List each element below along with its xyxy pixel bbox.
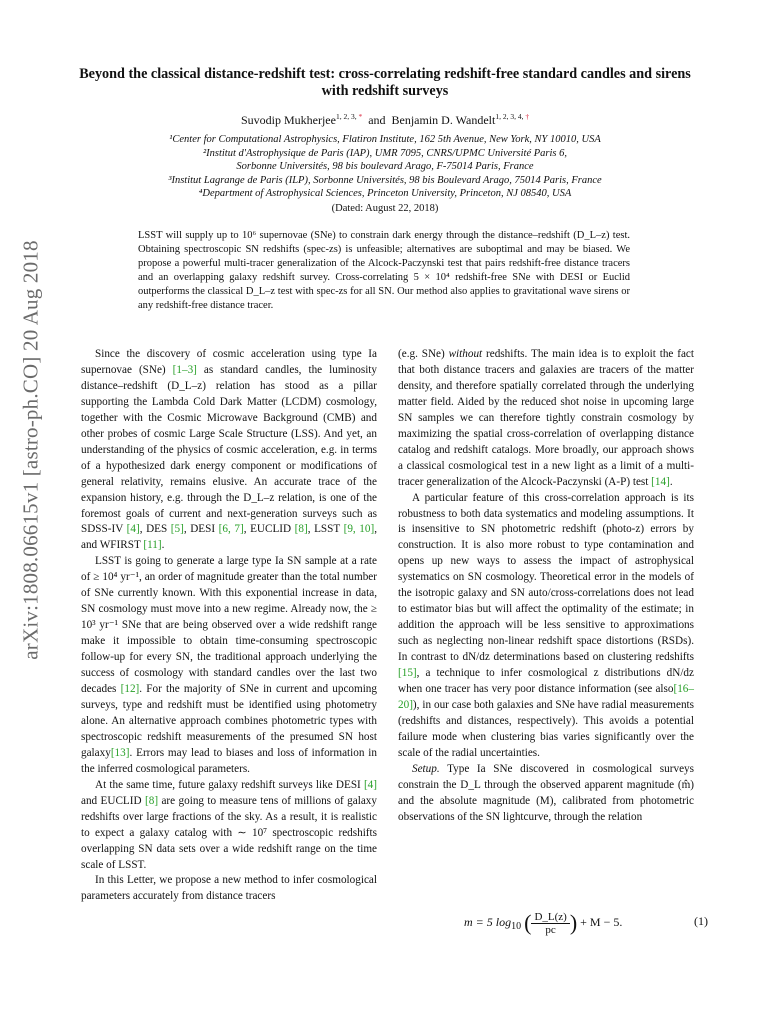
author-line [70, 112, 700, 128]
left-column [81, 347, 377, 905]
equation-1 [398, 900, 708, 946]
citation-link[interactable]: [12] [120, 683, 140, 696]
author-affiliation-marks: 1, 2, 3, [335, 112, 359, 121]
fraction-denominator: pc [545, 923, 556, 936]
citation-link[interactable]: [6, 7] [218, 523, 244, 536]
body-paragraph: A particular feature of this cross-correlation approach is its robustness to both data systematics and modeling assumptions. It is insensitive to SN photometric redshift (photo-z) errors by construction. It is also more robust to type contamination and opens up new ways to assess the impact of astrophysical systematics on SN cosmology. Theoretical error in the models of the isotropic galaxy and SN auto/cross-correlations does not lead to estimator bias but will affect the optimality of the estimate; in addition the approach will be less sensitive to approximations such as neglecting non-linear redshift space distortions (RSDs). In contrast to dN/dz determinations based on clustering redshifts [15], a technique to infer cosmological z distributions dN/dz when one tracer has very poor distance information (see also[16–20]), in our case both galaxies and SNe have radial measurements (redshifts and distances, respectively). This avoids a potential failure mode when clustering bias varies significantly over the scale of the radial uncertainties. [398, 491, 694, 759]
citation-link[interactable]: [11] [143, 539, 162, 552]
fraction-numerator: D_L(z) [531, 911, 569, 924]
citation-link[interactable]: [15] [398, 667, 417, 680]
arxiv-sidebar [6, 240, 56, 660]
citation-link[interactable]: [8] [294, 523, 308, 536]
citation-link[interactable]: [4] [126, 523, 140, 536]
affiliation-line: Sorbonne Universités, 98 bis boulevard Arago, F-75014 Paris, France [236, 161, 534, 172]
citation-link[interactable]: [4] [363, 778, 377, 791]
affiliation-line: ⁴Department of Astrophysical Sciences, Princeton University, Princeton, NJ 08540, USA [198, 188, 572, 199]
affiliation-line: ³Institut Lagrange de Paris (ILP), Sorbonne Universités, 98 bis Boulevard Arago, 75014 Paris, France [168, 174, 602, 186]
citation-link[interactable]: [1–3] [172, 363, 197, 376]
author-conjunction: and [368, 113, 386, 127]
citation-link[interactable]: [13] [110, 746, 130, 759]
citation-link[interactable]: [9, 10] [343, 523, 375, 536]
equation-log-base: 10 [511, 921, 522, 933]
citation-link[interactable]: [5] [170, 523, 184, 536]
paper-header [70, 66, 700, 214]
equation-lhs: m = 5 log [464, 914, 512, 929]
body-paragraph: Since the discovery of cosmic acceleration using type Ia supernovae (SNe) [1–3] as standard candles, the luminosity distance–redshift (D_L–z) relation has stood as a pillar supporting the Lambda Cold Dark Matter (LCDM) cosmology, together with the Cosmic Microwave Background (CMB) and other probes of cosmic Large Scale Structure (LSS). And yet, an understanding of the physics of cosmic acceleration, e.g. in terms of a hypothesized dark energy component or modifications of general relativity, remains elusive. An accurate trace of the expansion history, e.g. through the D_L–z relation, is one of the foremost goals of current and next-generation surveys such as SDSS-IV [4], DES [5], DESI [6, 7], EUCLID [8], LSST [9, 10], and WFIRST [11]. [81, 348, 377, 552]
body-paragraph: (e.g. SNe) without redshifts. The main idea is to exploit the fact that both distance tracers and galaxies are tracers of the matter density, and therefore spatially correlated through the underlying matter field. Aided by the reduced shot noise in upcoming large SN samples we can therefore tightly constrain cosmology by maximizing the spatial cross-correlation of overlapping distance catalog and redshift catalogs. More broadly, our approach shows a classical cosmological test in a new light as a limit of a multi-tracer generalization of the Alcock-Paczynski (A-P) test [14]. [398, 348, 695, 488]
author-name: Suvodip Mukherjee [240, 113, 336, 127]
citation-link[interactable]: [16–20] [398, 683, 694, 711]
body-paragraph: At the same time, future galaxy redshift surveys like DESI [4] and EUCLID [8] are going to measure tens of millions of galaxy redshifts over large fractions of the sky. As a result, it is realistic to expect a galaxy catalog with ∼ 10⁷ spectroscopic redshifts overlapping SN data sets over a wide redshift range on the time scale of LSST. [81, 778, 377, 871]
paper-title: Beyond the classical distance-redshift test: cross-correlating redshift-free standard candles and sirens with redshift surveys [79, 66, 691, 99]
right-column [398, 347, 694, 826]
citation-link[interactable]: [14] [651, 475, 670, 488]
equation-fraction [531, 911, 569, 936]
citation-link[interactable]: [8] [145, 794, 159, 807]
emphasis: without [448, 348, 483, 360]
body-paragraph: Setup. Type Ia SNe discovered in cosmological surveys constrain the D_L through the observed apparent magnitude (m̂) and the absolute magnitude (M), calibrated from photometric observations of the SN lightcurve, through the relation [398, 762, 694, 823]
equation-body [464, 910, 622, 936]
left-paren: ( [524, 910, 532, 935]
equation-number: (1) [694, 914, 708, 928]
corresponding-mark[interactable]: † [525, 112, 530, 121]
equation-rhs: + M − 5. [580, 914, 623, 929]
affiliations [70, 133, 700, 201]
arxiv-identifier: arXiv:1808.06615v1 [astro-ph.CO] 20 Aug 2018 [18, 240, 43, 660]
author-affiliation-marks: 1, 2, 3, 4, [495, 112, 526, 121]
corresponding-mark[interactable]: * [358, 112, 363, 121]
abstract: LSST will supply up to 10⁶ supernovae (SNe) to constrain dark energy through the distance–redshift (D_L–z) test. Obtaining spectroscopic SN redshifts (spec-zs) is unfeasible; alternatives are suboptimal and may be biased. We propose a powerful multi-tracer generalization of the Alcock-Paczynski test that pairs redshift-free distance tracers and an overlapping galaxy redshift survey. Cross-correlating 5 × 10⁴ redshift-free SNe with DESI or Euclid outperforms the classical D_L–z test with spec-zs for all SN. Our method also applies to gravitational wave sirens or any redshift-free distance tracer. [138, 230, 630, 312]
date-line: (Dated: August 22, 2018) [331, 202, 439, 214]
author-name: Benjamin D. Wandelt [391, 113, 496, 127]
affiliation-line: ²Institut d'Astrophysique de Paris (IAP), UMR 7095, CNRS/UPMC Université Paris 6, [202, 147, 567, 159]
body-paragraph: LSST is going to generate a large type Ia SN sample at a rate of ≥ 10⁴ yr⁻¹, an order of magnitude greater than the total number of SNe currently known. With this exponential increase in data, SN cosmology must move into a new regime. Already now, the ≥ 10³ yr⁻¹ SNe that are being observed over a wide redshift range make it impossible to obtain time-consuming spectroscopic follow-up for every SN, the traditional approach underlying the success of cosmology with standard candles over the last two decades [12]. For the majority of SNe in current and upcoming surveys, type and redshift must be identified using photometry alone. An alternative approach combines photometric types with spectroscopic redshift measurements of the presumed SN host galaxy[13]. Errors may lead to biases and loss of information in the inferred cosmological parameters. [81, 555, 377, 775]
section-label: Setup. [412, 762, 440, 775]
body-paragraph: In this Letter, we propose a new method to infer cosmological parameters accurately from distance tracers [81, 874, 377, 903]
affiliation-line: ¹Center for Computational Astrophysics, Flatiron Institute, 162 5th Avenue, New York, NY 10010, USA [169, 134, 601, 145]
right-paren: ) [569, 910, 578, 935]
